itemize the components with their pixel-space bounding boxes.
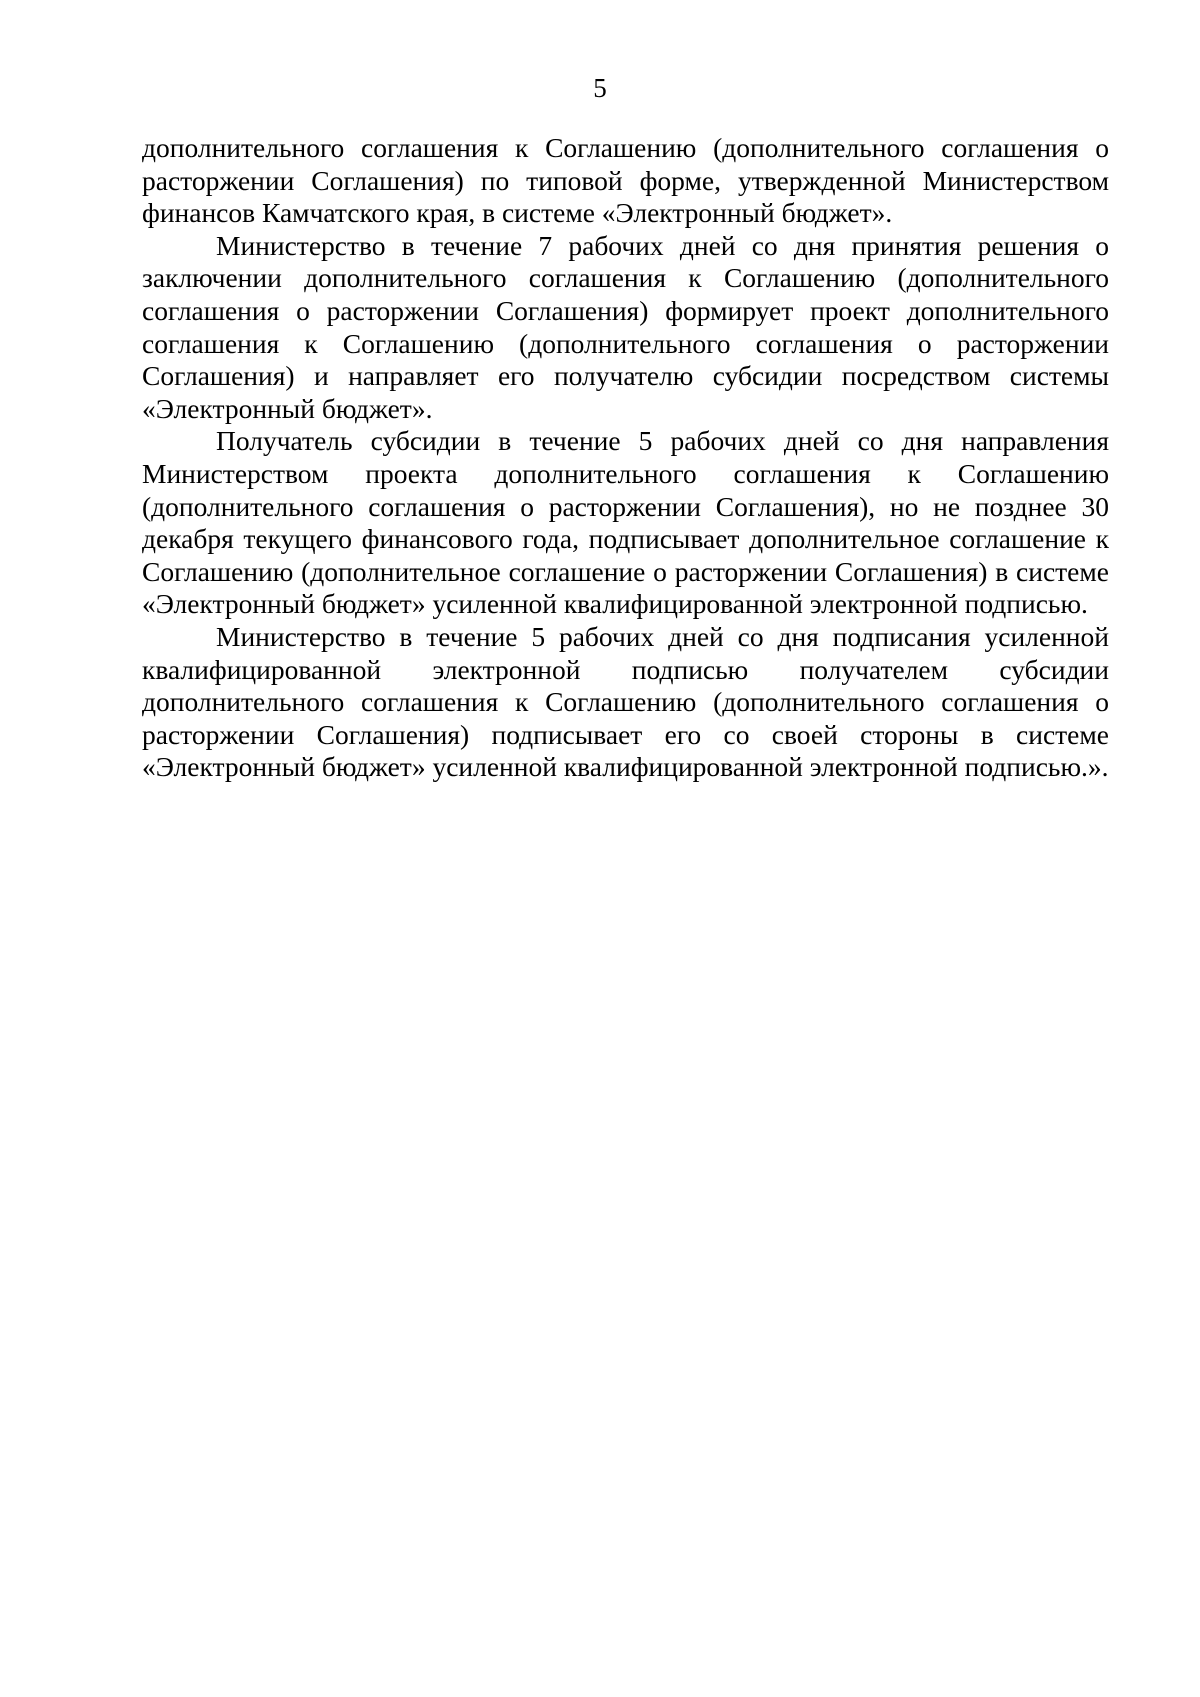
document-body: [142, 132, 1109, 784]
paragraph-ministry-signing: Министерство в течение 5 рабочих дней со дня подписания усиленной квалифицированной электронной подписью получателем субсидии дополнительного соглашения к Соглашению (дополнительного соглашения о расторжении Соглашения) подписывает его со своей стороны в системе «Электронный бюджет» усиленной квалифицированной электронной подписью.».: [142, 620, 1109, 783]
paragraph-recipient-signing: Получатель субсидии в течение 5 рабочих дней со дня направления Министерством проекта дополнительного соглашения к Соглашению (дополнительного соглашения о расторжении Соглашения), но не позднее 30 декабря текущего финансового года, подписывает дополнительное соглашение к Соглашению (дополнительное соглашение о расторжении Соглашения) в системе «Электронный бюджет» усиленной квалифицированной электронной подписью.: [142, 425, 1109, 620]
paragraph-ministry-draft: Министерство в течение 7 рабочих дней со дня принятия решения о заключении дополнительного соглашения к Соглашению (дополнительного соглашения о расторжении Соглашения) формирует проект дополнительного соглашения к Соглашению (дополнительного соглашения о расторжении Соглашения) и направляет его получателю субсидии посредством системы «Электронный бюджет».: [142, 229, 1109, 424]
page-number: 5: [593, 73, 607, 103]
paragraph-continuation: дополнительного соглашения к Соглашению (дополнительного соглашения о расторжении Соглашения) по типовой форме, утвержденной Министерством финансов Камчатского края, в системе «Электронный бюджет».: [142, 132, 1109, 229]
